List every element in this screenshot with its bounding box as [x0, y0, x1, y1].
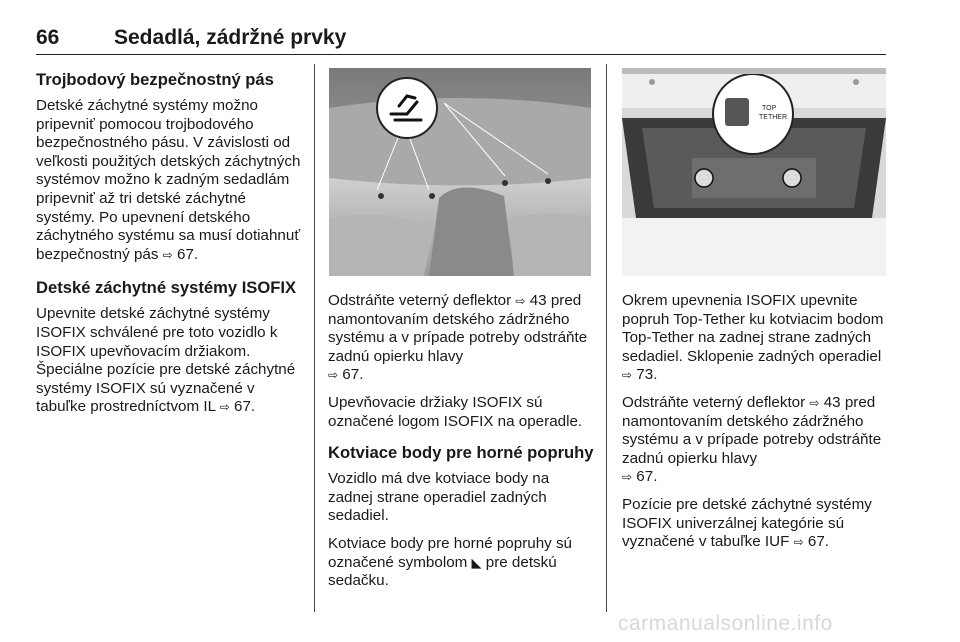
heading-three-point-belt: Trojbodový bezpečnostný pás	[36, 70, 274, 89]
page-ref-arrow-icon: ⇨	[809, 395, 820, 410]
text: Okrem upevnenia ISOFIX upevnite popruh Top-Tether ku kotviacim bodom Top-Tether na zadnej strane zadných sedadiel. Sklopenie zadných operadiel	[622, 292, 884, 365]
paragraph-three-point-belt	[36, 97, 304, 264]
page-ref-arrow-icon: ⇨	[793, 535, 804, 550]
page-ref-arrow-icon: ⇨	[515, 294, 526, 308]
column-left	[36, 70, 304, 426]
column-divider	[606, 64, 607, 612]
text: Odstráňte veterný deflektor	[328, 292, 512, 309]
text: Upevnite detské záchytné systémy ISOFIX schválené pre toto vozidlo k ISOFIX upevňovacím držiakom. Špeciálne pozície pre detské záchytné systémy ISOFIX sú vyznačené v tabuľke prostredníctvom IL	[36, 305, 296, 416]
page-number: 66	[36, 26, 60, 49]
column-middle	[328, 292, 598, 600]
page-ref-arrow-icon: ⇨	[622, 368, 633, 383]
page-ref-arrow-icon: ⇨	[622, 470, 633, 485]
text: Kotviace body pre horné popruhy sú označené symbolom	[328, 534, 573, 571]
page-ref-arrow-icon: ⇨	[219, 400, 230, 415]
page-header	[36, 26, 886, 55]
text: Pozície pre detské záchytné systémy ISOFIX univerzálnej kategórie sú vyznačené v tabuľke IUF	[622, 495, 872, 551]
isofix-seat-illustration	[329, 68, 591, 276]
page-ref[interactable]: 73.	[636, 366, 658, 384]
paragraph-anchor-points: Vozidlo má dve kotviace body na zadnej strane operadiel zadných sedadiel.	[328, 470, 550, 525]
figure-isofix-seat	[329, 68, 591, 276]
watermark: carmanualsonline.info	[618, 612, 833, 635]
text: 43 pred namontovaním detského zádržného systému a v prípade potreby odstráňte zadnú opierku hlavy	[328, 292, 588, 365]
paragraph-top-tether	[622, 292, 892, 385]
page-ref[interactable]: 67.	[636, 468, 658, 486]
page-ref[interactable]: 67.	[176, 245, 199, 263]
page-ref[interactable]: 67.	[342, 366, 364, 384]
child-seat-symbol-icon: ◣	[471, 554, 482, 570]
top-tether-label-line2: TETHER	[759, 114, 787, 121]
page-ref[interactable]: 67.	[234, 398, 256, 416]
page-ref[interactable]: 67.	[807, 533, 830, 551]
paragraph-wind-deflector	[328, 292, 598, 385]
paragraph-iuf-positions	[622, 496, 892, 552]
chapter-title: Sedadlá, zádržné prvky	[114, 26, 347, 49]
page-ref-arrow-icon: ⇨	[328, 368, 339, 383]
top-tether-label-line1: TOP	[762, 105, 777, 112]
text: pre detskú sedačku.	[328, 553, 557, 590]
top-tether-illustration	[622, 68, 886, 276]
column-divider	[314, 64, 315, 612]
text: 43 pred namontovaním detského zádržného systému a v prípade potreby odstráňte zadnú opierku hlavy	[622, 393, 882, 467]
paragraph-isofix-holders: Upevňovacie držiaky ISOFIX sú označené logom ISOFIX na operadle.	[328, 393, 583, 430]
heading-isofix: Detské záchytné systémy ISOFIX	[36, 278, 297, 298]
paragraph-isofix	[36, 305, 304, 417]
paragraph-anchor-symbol	[328, 535, 598, 591]
child-seat-icon	[725, 98, 749, 126]
paragraph-wind-deflector	[622, 394, 892, 487]
page-ref-arrow-icon: ⇨	[162, 247, 173, 262]
figure-top-tether	[622, 68, 886, 276]
column-right	[622, 292, 892, 561]
text: Detské záchytné systémy možno pripevniť pomocou trojbodového bezpečnostného pásu. V závislosti od veľkosti použitých detských záchytných systémov možno k zadným sedadlám pripevniť až tri detské záchytné systémy. Po upevnení detského záchytného systému sa musí dotiahnuť bezpečnostný pás	[36, 97, 301, 263]
text: Odstráňte veterný deflektor	[622, 393, 806, 411]
heading-top-tether-anchors: Kotviace body pre horné popruhy	[328, 443, 594, 463]
